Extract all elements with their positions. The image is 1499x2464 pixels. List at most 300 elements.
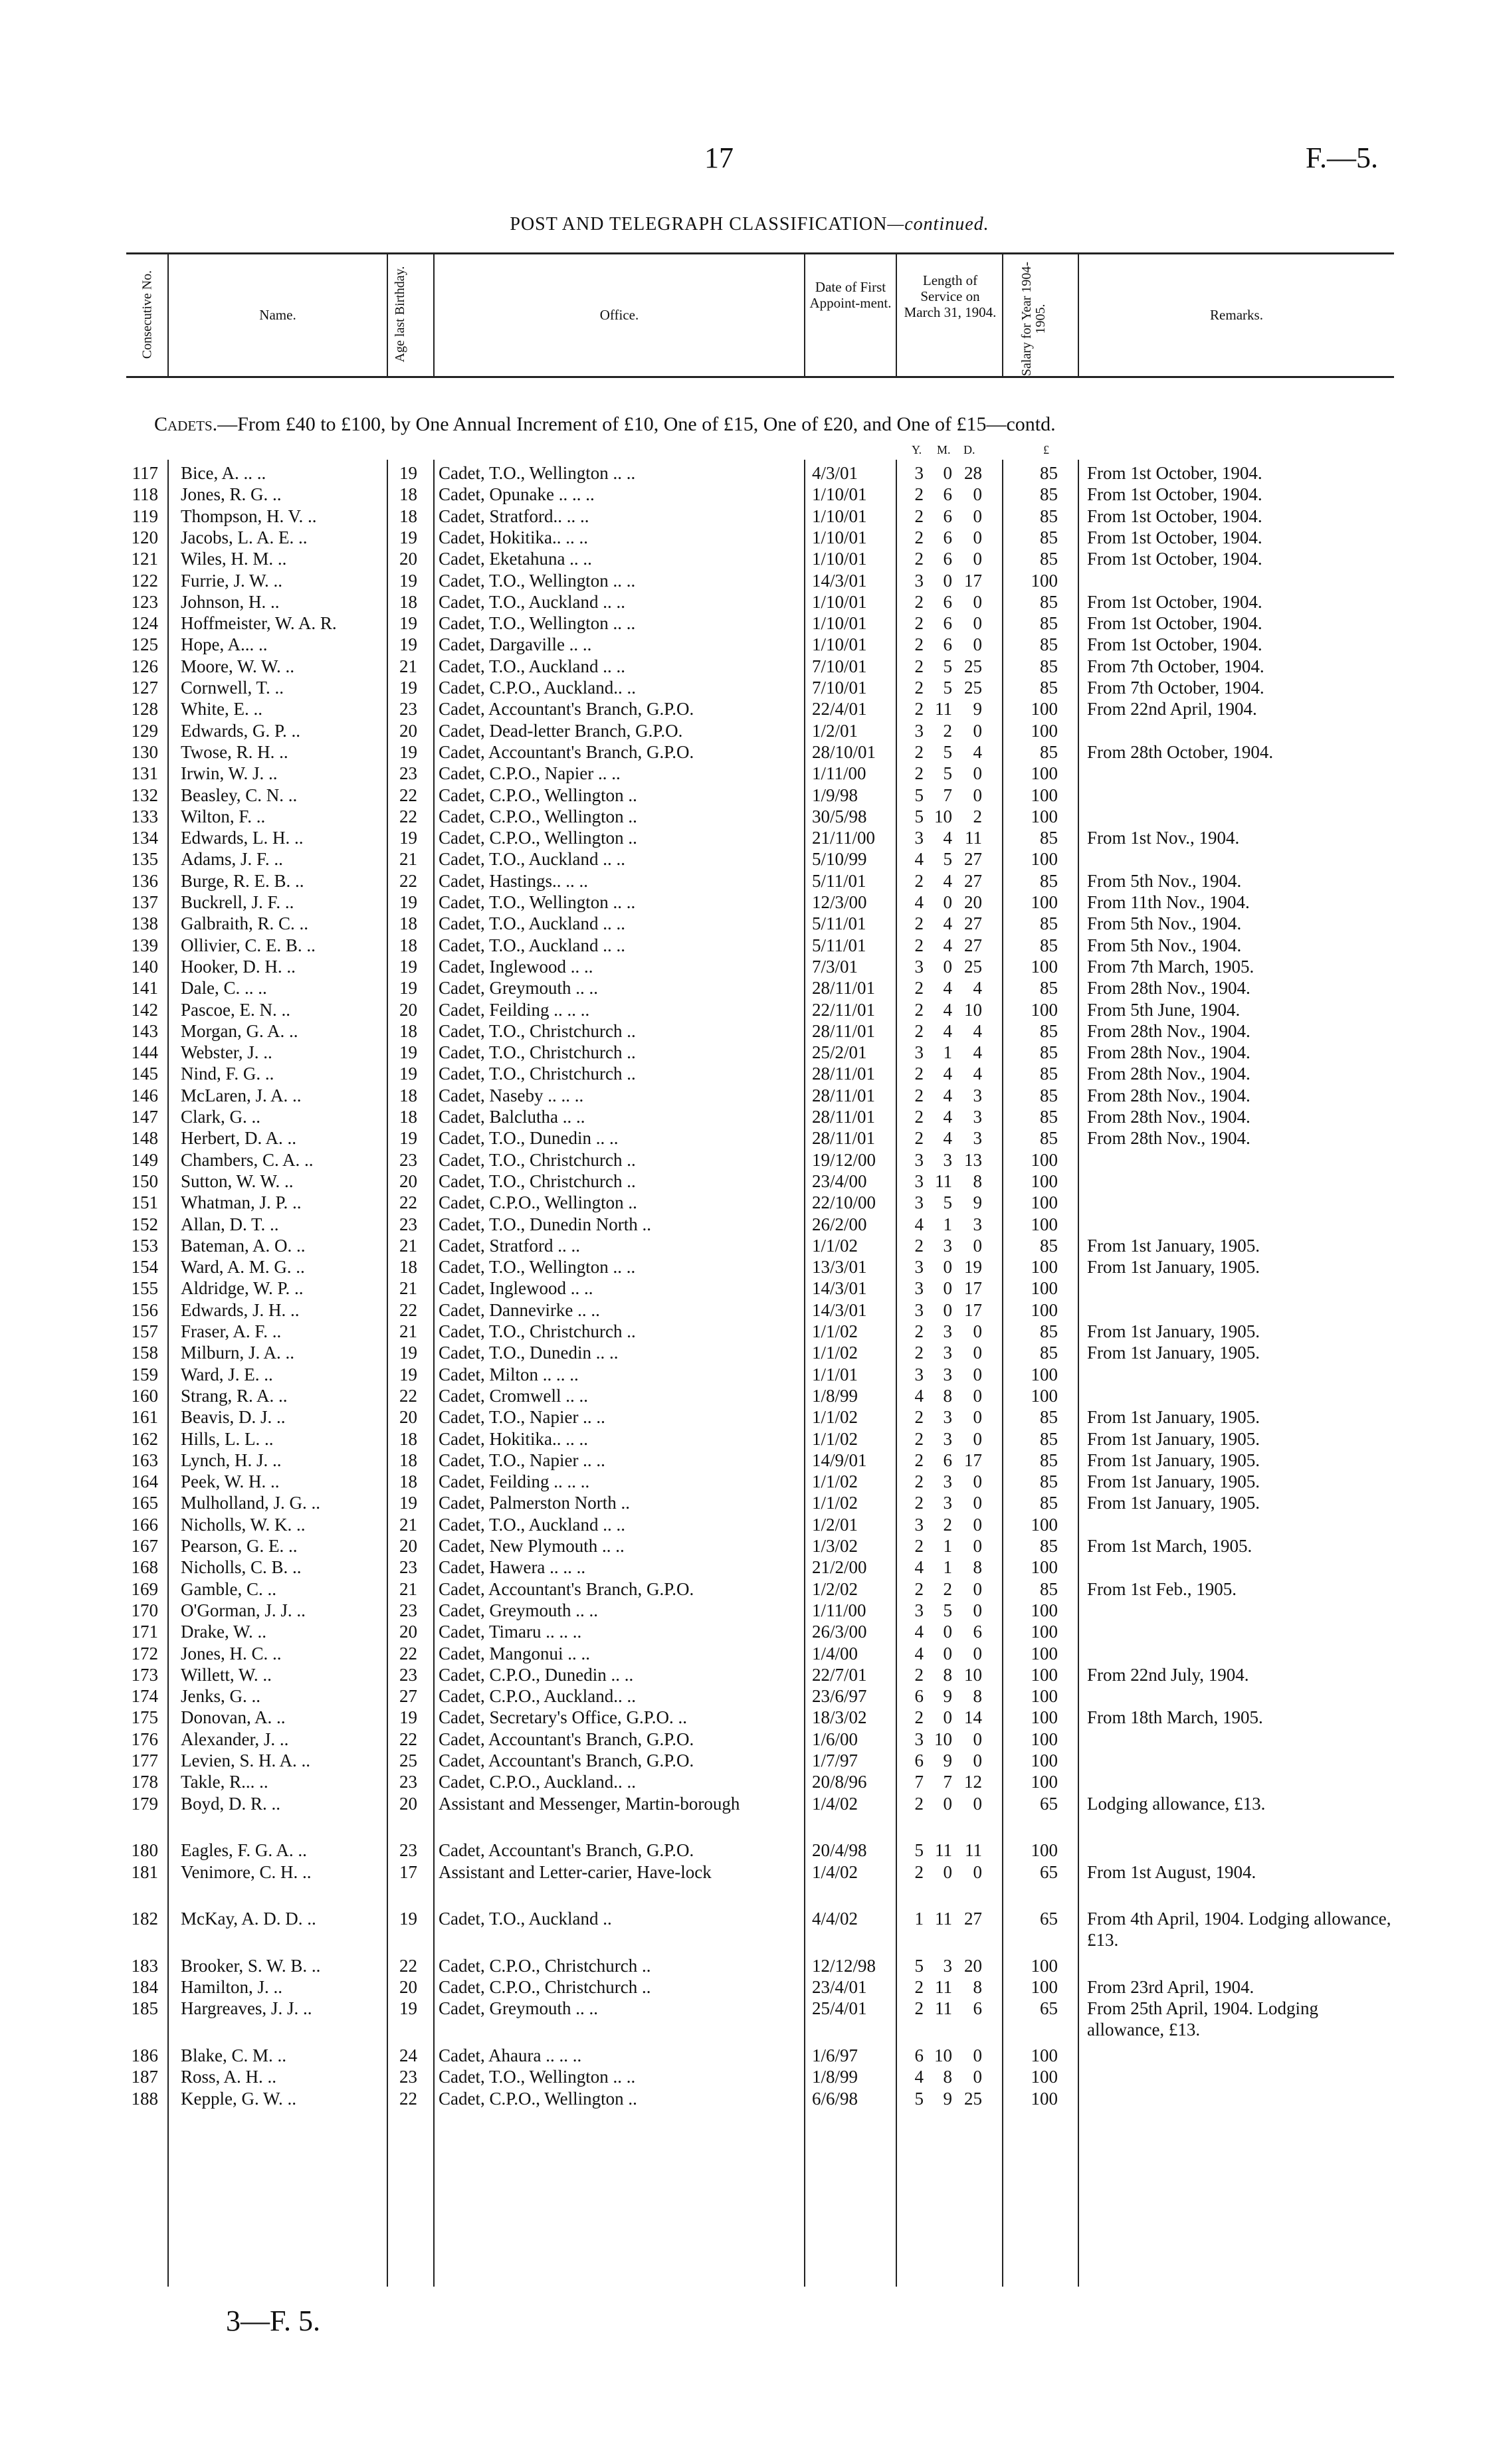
cell-m: 4	[943, 870, 952, 891]
cell-date: 1/4/02	[812, 1793, 858, 1814]
cell-salary: 85	[1040, 1020, 1058, 1041]
cell-m: 3	[943, 1407, 952, 1428]
cell-name: Galbraith, R. C. ..	[181, 913, 308, 934]
cell-y: 5	[914, 1840, 924, 1861]
cell-age: 18	[399, 506, 417, 526]
cell-y: 2	[914, 1493, 924, 1513]
cell-y: 6	[914, 1751, 924, 1770]
cell-y: 2	[914, 1321, 924, 1341]
cell-office: Cadet, Inglewood .. ..	[439, 1278, 593, 1299]
cell-remarks: From 28th Nov., 1904.	[1087, 1020, 1250, 1041]
cell-salary: 100	[1031, 2045, 1058, 2065]
cell-date: 20/8/96	[812, 1772, 867, 1792]
cell-d: 0	[973, 785, 982, 805]
cell-date: 1/10/01	[812, 527, 867, 547]
cell-name: White, E. ..	[181, 699, 262, 719]
cell-m: 5	[943, 656, 952, 676]
cell-office: Cadet, T.O., Auckland .. ..	[439, 591, 625, 612]
cell-name: Pascoe, E. N. ..	[181, 999, 290, 1020]
cell-no: 150	[131, 1171, 158, 1191]
cell-y: 3	[914, 1192, 924, 1213]
cell-name: Milburn, J. A. ..	[181, 1343, 295, 1363]
cell-no: 144	[131, 1042, 158, 1063]
cell-age: 18	[399, 484, 417, 505]
cell-d: 4	[973, 1042, 982, 1063]
cell-d: 0	[973, 720, 982, 741]
cell-office: Cadet, Balclutha .. ..	[439, 1107, 585, 1127]
cell-d: 0	[973, 1471, 982, 1492]
cell-no: 151	[131, 1192, 158, 1213]
cell-d: 0	[973, 1536, 982, 1556]
cell-age: 23	[399, 1772, 417, 1792]
cell-date: 1/2/01	[812, 1514, 858, 1535]
cell-remarks: From 1st Nov., 1904.	[1087, 828, 1240, 848]
cell-name: Mulholland, J. G. ..	[181, 1493, 321, 1513]
cell-y: 5	[914, 806, 924, 826]
cell-salary: 100	[1031, 1299, 1058, 1320]
cell-age: 22	[399, 806, 417, 826]
cell-no: 168	[131, 1557, 158, 1578]
cell-m: 5	[943, 849, 952, 870]
header-name: Name.	[259, 307, 296, 323]
cell-date: 1/10/01	[812, 613, 867, 634]
cell-office: Cadet, Timaru .. .. ..	[439, 1622, 582, 1642]
cell-d: 4	[973, 1064, 982, 1084]
cell-salary: 85	[1040, 527, 1058, 547]
cell-d: 4	[973, 978, 982, 998]
cell-age: 18	[399, 1471, 417, 1492]
cell-name: Allan, D. T. ..	[181, 1214, 279, 1234]
cell-salary: 100	[1031, 699, 1058, 719]
cell-salary: 85	[1040, 870, 1058, 891]
cell-remarks: From 18th March, 1905.	[1087, 1707, 1263, 1728]
cell-remarks: From 22nd April, 1904.	[1087, 699, 1257, 719]
cell-salary: 65	[1040, 1998, 1058, 2019]
cell-date: 18/3/02	[812, 1707, 867, 1728]
cell-no: 163	[131, 1450, 158, 1470]
header-date: Date of First Appoint-ment.	[809, 279, 892, 312]
cell-m: 0	[943, 1299, 952, 1320]
cell-m: 7	[943, 1772, 952, 1792]
cell-y: 2	[914, 699, 924, 719]
cell-age: 19	[399, 1909, 417, 1929]
cell-office: Cadet, Cromwell .. ..	[439, 1385, 588, 1406]
cell-office: Cadet, T.O., Napier .. ..	[439, 1450, 605, 1470]
cell-no: 158	[131, 1343, 158, 1363]
cell-d: 0	[973, 1428, 982, 1449]
cell-no: 135	[131, 849, 158, 870]
cell-remarks: From 7th October, 1904.	[1087, 678, 1264, 698]
cell-salary: 85	[1040, 1085, 1058, 1105]
cell-m: 9	[943, 2088, 952, 2109]
cell-office: Cadet, Accountant's Branch, G.P.O.	[439, 699, 694, 719]
cell-salary: 85	[1040, 1493, 1058, 1513]
cell-age: 18	[399, 1450, 417, 1470]
cell-d: 0	[973, 1578, 982, 1599]
cell-d: 0	[973, 1235, 982, 1256]
cell-age: 22	[399, 1385, 417, 1406]
cell-office: Cadet, Opunake .. .. ..	[439, 484, 595, 505]
cell-y: 5	[914, 785, 924, 805]
cell-no: 183	[131, 1955, 158, 1976]
cell-remarks: From 1st October, 1904.	[1087, 527, 1262, 547]
cell-y: 3	[914, 1364, 924, 1384]
cell-d: 3	[973, 1085, 982, 1105]
cell-name: Johnson, H. ..	[181, 591, 280, 612]
cell-date: 13/3/01	[812, 1257, 867, 1278]
cell-date: 28/11/01	[812, 1020, 876, 1041]
cell-no: 173	[131, 1664, 158, 1685]
cell-no: 141	[131, 978, 158, 998]
cell-d: 0	[973, 1751, 982, 1770]
cell-y: 2	[914, 527, 924, 547]
cell-office: Cadet, Accountant's Branch, G.P.O.	[439, 1578, 694, 1599]
cell-remarks: From 28th Nov., 1904.	[1087, 978, 1250, 998]
cell-salary: 100	[1031, 763, 1058, 784]
cell-m: 6	[943, 549, 952, 569]
cell-y: 2	[914, 634, 924, 655]
cell-date: 1/3/02	[812, 1536, 858, 1556]
cell-d: 8	[973, 1171, 982, 1191]
cell-name: Hamilton, J. ..	[181, 1977, 282, 1997]
cell-y: 2	[914, 978, 924, 998]
cell-no: 174	[131, 1686, 158, 1707]
cell-remarks: From 1st January, 1905.	[1087, 1471, 1260, 1492]
cell-salary: 100	[1031, 1385, 1058, 1406]
cell-remarks: From 11th Nov., 1904.	[1087, 892, 1250, 912]
cell-no: 121	[131, 549, 158, 569]
cell-age: 19	[399, 1042, 417, 1063]
cell-name: Takle, R... ..	[181, 1772, 268, 1792]
cell-y: 3	[914, 1171, 924, 1191]
cell-office: Cadet, C.P.O., Auckland.. ..	[439, 1772, 636, 1792]
cell-no: 129	[131, 720, 158, 741]
cell-m: 4	[943, 1085, 952, 1105]
cell-y: 2	[914, 1707, 924, 1728]
cell-m: 2	[943, 1578, 952, 1599]
cell-y: 3	[914, 570, 924, 591]
cell-age: 22	[399, 1192, 417, 1213]
cell-name: Beasley, C. N. ..	[181, 785, 298, 805]
cell-office: Cadet, T.O., Christchurch ..	[439, 1064, 636, 1084]
cell-m: 10	[934, 2045, 952, 2065]
cell-age: 23	[399, 1557, 417, 1578]
cell-date: 1/1/02	[812, 1235, 858, 1256]
cell-m: 11	[935, 1909, 952, 1929]
cell-date: 26/3/00	[812, 1622, 867, 1642]
cell-office: Cadet, Milton .. .. ..	[439, 1364, 579, 1384]
cell-age: 23	[399, 1214, 417, 1234]
cell-m: 4	[943, 978, 952, 998]
cell-date: 1/8/99	[812, 2067, 858, 2087]
cell-date: 21/11/00	[812, 828, 876, 848]
cell-office: Cadet, C.P.O., Wellington ..	[439, 1192, 637, 1213]
cell-d: 10	[964, 999, 982, 1020]
cell-no: 148	[131, 1128, 158, 1149]
cell-no: 166	[131, 1514, 158, 1535]
cell-name: Beavis, D. J. ..	[181, 1407, 286, 1428]
cell-name: Peek, W. H. ..	[181, 1471, 280, 1492]
unit-days: D.	[963, 443, 975, 456]
cell-y: 2	[914, 506, 924, 526]
cell-d: 20	[964, 892, 982, 912]
cell-name: Aldridge, W. P. ..	[181, 1278, 304, 1299]
cell-office: Cadet, T.O., Christchurch ..	[439, 1042, 636, 1063]
cell-salary: 65	[1040, 1861, 1058, 1882]
cell-m: 5	[943, 678, 952, 698]
cell-y: 6	[914, 2045, 924, 2065]
cell-date: 1/1/02	[812, 1321, 858, 1341]
cell-y: 4	[914, 2067, 924, 2087]
cell-salary: 85	[1040, 741, 1058, 762]
cell-remarks: From 1st October, 1904.	[1087, 484, 1262, 505]
cell-y: 3	[914, 1729, 924, 1749]
cell-date: 7/3/01	[812, 956, 858, 977]
header-consecutive: Consecutive No.	[140, 270, 155, 359]
cell-salary: 85	[1040, 1536, 1058, 1556]
cell-salary: 85	[1040, 463, 1058, 483]
cell-office: Cadet, T.O., Auckland .. ..	[439, 656, 625, 676]
cell-no: 136	[131, 870, 158, 891]
cell-salary: 85	[1040, 913, 1058, 934]
cell-y: 2	[914, 1861, 924, 1882]
cell-no: 185	[131, 1998, 158, 2019]
cell-remarks: From 1st January, 1905.	[1087, 1428, 1260, 1449]
cell-remarks: From 1st Feb., 1905.	[1087, 1578, 1237, 1599]
cell-name: Wiles, H. M. ..	[181, 549, 287, 569]
cell-age: 22	[399, 1955, 417, 1976]
cell-date: 28/10/01	[812, 741, 876, 762]
cell-no: 186	[131, 2045, 158, 2065]
cell-office: Cadet, Accountant's Branch, G.P.O.	[439, 741, 694, 762]
cell-age: 18	[399, 1085, 417, 1105]
cell-no: 154	[131, 1257, 158, 1278]
cell-salary: 100	[1031, 2088, 1058, 2109]
cell-d: 0	[973, 1385, 982, 1406]
cell-age: 19	[399, 1128, 417, 1149]
cell-office: Cadet, Greymouth .. ..	[439, 1600, 598, 1620]
cell-no: 156	[131, 1299, 158, 1320]
cell-date: 23/4/00	[812, 1171, 867, 1191]
cell-m: 3	[943, 1321, 952, 1341]
cell-name: Ward, J. E. ..	[181, 1364, 273, 1384]
cell-m: 6	[943, 634, 952, 655]
cell-m: 6	[943, 1450, 952, 1470]
cell-d: 0	[973, 634, 982, 655]
cell-d: 17	[964, 1299, 982, 1320]
cell-d: 27	[964, 913, 982, 934]
cell-name: Herbert, D. A. ..	[181, 1128, 296, 1149]
cell-d: 25	[964, 678, 982, 698]
cell-salary: 85	[1040, 506, 1058, 526]
section-label: Cadets.	[154, 413, 218, 435]
cell-office: Cadet, Accountant's Branch, G.P.O.	[439, 1751, 694, 1770]
cell-age: 19	[399, 892, 417, 912]
cell-remarks: From 1st October, 1904.	[1087, 463, 1262, 483]
cell-no: 178	[131, 1772, 158, 1792]
cell-name: Hope, A... ..	[181, 634, 268, 655]
cell-y: 2	[914, 870, 924, 891]
cell-name: Furrie, J. W. ..	[181, 570, 283, 591]
cell-date: 14/9/01	[812, 1450, 867, 1470]
cell-name: Drake, W. ..	[181, 1622, 266, 1642]
cell-office: Cadet, T.O., Auckland ..	[439, 1909, 612, 1929]
cell-date: 1/8/99	[812, 1385, 858, 1406]
cell-office: Cadet, Accountant's Branch, G.P.O.	[439, 1840, 694, 1861]
cell-no: 188	[131, 2088, 158, 2109]
cell-name: Hoffmeister, W. A. R.	[181, 613, 337, 634]
cell-m: 6	[943, 613, 952, 634]
cell-remarks: From 1st January, 1905.	[1087, 1407, 1260, 1428]
cell-no: 169	[131, 1578, 158, 1599]
cell-age: 19	[399, 1064, 417, 1084]
cell-d: 8	[973, 1557, 982, 1578]
cell-office: Cadet, Dargaville .. ..	[439, 634, 592, 655]
cell-date: 14/3/01	[812, 1299, 867, 1320]
cell-office: Cadet, C.P.O., Wellington ..	[439, 828, 637, 848]
cell-m: 1	[943, 1042, 952, 1063]
cell-age: 20	[399, 549, 417, 569]
cell-office: Cadet, Stratford .. ..	[439, 1235, 580, 1256]
cell-age: 19	[399, 828, 417, 848]
cell-y: 3	[914, 1600, 924, 1620]
cell-name: Twose, R. H. ..	[181, 741, 288, 762]
cell-d: 25	[964, 2088, 982, 2109]
cell-age: 23	[399, 1149, 417, 1170]
cell-m: 4	[943, 1107, 952, 1127]
cell-name: Bice, A. .. ..	[181, 463, 266, 483]
cell-remarks: From 1st January, 1905.	[1087, 1321, 1260, 1341]
cell-office: Cadet, Dannevirke .. ..	[439, 1299, 600, 1320]
cell-salary: 85	[1040, 549, 1058, 569]
cell-salary: 100	[1031, 1600, 1058, 1620]
cell-salary: 100	[1031, 1664, 1058, 1685]
cell-y: 2	[914, 1578, 924, 1599]
cell-date: 25/2/01	[812, 1042, 867, 1063]
cell-m: 4	[943, 1020, 952, 1041]
cell-salary: 85	[1040, 591, 1058, 612]
header-salary: Salary for Year 1904-1905.	[1019, 261, 1048, 377]
cell-date: 1/4/02	[812, 1861, 858, 1882]
cell-no: 142	[131, 999, 158, 1020]
cell-no: 119	[132, 506, 158, 526]
cell-d: 27	[964, 1909, 982, 1929]
cell-d: 9	[973, 699, 982, 719]
cell-date: 1/1/02	[812, 1343, 858, 1363]
cell-date: 20/4/98	[812, 1840, 867, 1861]
cell-name: Morgan, G. A. ..	[181, 1020, 298, 1041]
cell-d: 6	[973, 1622, 982, 1642]
cell-no: 138	[131, 913, 158, 934]
cell-name: Thompson, H. V. ..	[181, 506, 317, 526]
cell-no: 124	[131, 613, 158, 634]
cell-d: 0	[973, 1729, 982, 1749]
cell-d: 17	[964, 1450, 982, 1470]
cell-m: 0	[943, 570, 952, 591]
cell-no: 153	[131, 1235, 158, 1256]
cell-salary: 100	[1031, 1772, 1058, 1792]
cell-date: 1/10/01	[812, 484, 867, 505]
cell-office: Cadet, C.P.O., Dunedin .. ..	[439, 1664, 634, 1685]
cell-y: 2	[914, 613, 924, 634]
cell-date: 1/10/01	[812, 591, 867, 612]
cell-salary: 85	[1040, 1321, 1058, 1341]
cell-no: 187	[131, 2067, 158, 2087]
cell-salary: 100	[1031, 999, 1058, 1020]
cell-age: 21	[399, 849, 417, 870]
cell-salary: 100	[1031, 570, 1058, 591]
cell-y: 3	[914, 1149, 924, 1170]
cell-office: Cadet, C.P.O., Auckland.. ..	[439, 1686, 636, 1707]
cell-age: 18	[399, 1428, 417, 1449]
cell-d: 17	[964, 1278, 982, 1299]
cell-office: Cadet, C.P.O., Wellington ..	[439, 806, 637, 826]
cell-age: 27	[399, 1686, 417, 1707]
cell-salary: 100	[1031, 806, 1058, 826]
cell-no: 143	[131, 1020, 158, 1041]
cell-d: 0	[973, 1364, 982, 1384]
cell-office: Cadet, C.P.O., Christchurch ..	[439, 1977, 651, 1997]
cell-date: 1/11/00	[812, 1600, 866, 1620]
cell-date: 5/11/01	[812, 870, 866, 891]
cell-d: 27	[964, 935, 982, 955]
cell-no: 170	[131, 1600, 158, 1620]
cell-name: Cornwell, T. ..	[181, 678, 284, 698]
cell-d: 14	[964, 1707, 982, 1728]
cell-date: 28/11/01	[812, 978, 876, 998]
cell-salary: 85	[1040, 935, 1058, 955]
cell-date: 22/10/00	[812, 1192, 876, 1213]
cell-y: 4	[914, 1385, 924, 1406]
cell-name: Burge, R. E. B. ..	[181, 870, 304, 891]
cell-office: Cadet, C.P.O., Wellington ..	[439, 2088, 637, 2109]
cell-y: 4	[914, 1622, 924, 1642]
cell-date: 1/11/00	[812, 763, 866, 784]
cell-m: 5	[943, 741, 952, 762]
cell-salary: 100	[1031, 1514, 1058, 1535]
cell-age: 19	[399, 956, 417, 977]
cell-remarks: From 1st January, 1905.	[1087, 1235, 1260, 1256]
cell-y: 4	[914, 849, 924, 870]
cell-age: 24	[399, 2045, 417, 2065]
cell-salary: 100	[1031, 1729, 1058, 1749]
cell-office: Cadet, Hastings.. .. ..	[439, 870, 588, 891]
cell-age: 19	[399, 570, 417, 591]
cell-y: 2	[914, 678, 924, 698]
cell-date: 7/10/01	[812, 656, 867, 676]
cell-y: 7	[914, 1772, 924, 1792]
cell-remarks: From 1st January, 1905.	[1087, 1450, 1260, 1470]
cell-office: Cadet, T.O., Auckland .. ..	[439, 913, 625, 934]
cell-salary: 85	[1040, 1107, 1058, 1127]
cell-salary: 100	[1031, 1622, 1058, 1642]
cell-date: 1/2/01	[812, 720, 858, 741]
cell-age: 20	[399, 1793, 417, 1814]
cell-salary: 65	[1040, 1793, 1058, 1814]
cell-no: 172	[131, 1643, 158, 1663]
cell-date: 1/2/02	[812, 1578, 858, 1599]
cell-no: 182	[131, 1909, 158, 1929]
cell-no: 179	[131, 1793, 158, 1814]
cell-date: 12/3/00	[812, 892, 867, 912]
cell-age: 19	[399, 634, 417, 655]
cell-salary: 85	[1040, 978, 1058, 998]
cell-d: 11	[965, 828, 982, 848]
cell-age: 19	[399, 1707, 417, 1728]
cell-d: 0	[973, 1600, 982, 1620]
cell-date: 26/2/00	[812, 1214, 867, 1234]
cell-age: 25	[399, 1751, 417, 1770]
